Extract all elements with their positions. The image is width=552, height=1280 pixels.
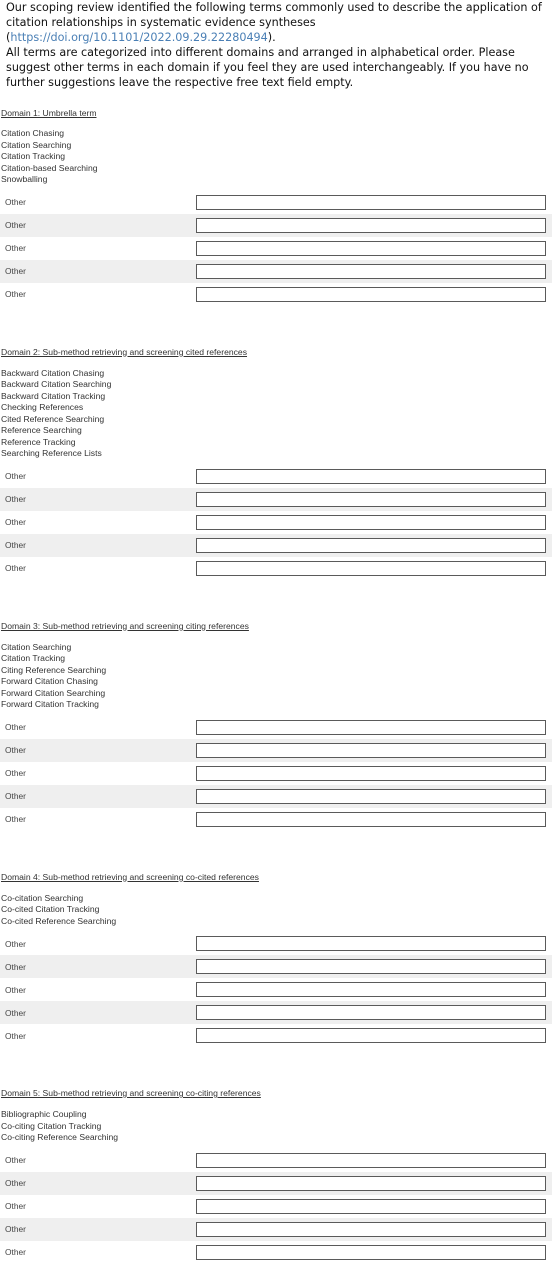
other-row	[0, 716, 552, 739]
other-text-input[interactable]	[196, 766, 546, 781]
term-item: Co-cited Citation Tracking	[1, 904, 100, 914]
term-item: Backward Citation Tracking	[1, 390, 106, 401]
other-text-input[interactable]	[196, 538, 546, 553]
other-row	[0, 465, 552, 488]
doi-link-close: ).	[267, 31, 276, 44]
other-row	[0, 1241, 552, 1264]
other-row	[0, 260, 552, 283]
domain-title: Domain 2: Sub-method retrieving and screening cited references	[1, 346, 248, 357]
doi-link[interactable]: https://doi.org/10.1101/2022.09.29.22280494	[10, 31, 268, 44]
other-label: Other	[5, 1030, 26, 1041]
other-label: Other	[5, 494, 26, 504]
other-label: Other	[5, 517, 26, 527]
term-item: Backward Citation Chasing	[1, 367, 105, 378]
other-label: Other	[5, 745, 26, 755]
other-text-input[interactable]	[196, 812, 546, 827]
other-row	[0, 283, 552, 306]
domain-3	[0, 620, 552, 831]
term-item: Reference Searching	[1, 425, 82, 435]
other-label: Other	[5, 1178, 26, 1188]
term-list	[0, 1109, 552, 1144]
other-label: Other	[5, 768, 26, 778]
other-text-input[interactable]	[196, 1028, 546, 1043]
other-label: Other	[5, 197, 26, 207]
term-item: Reference Tracking	[1, 436, 76, 447]
domain-title: Domain 1: Umbrella term	[1, 108, 97, 118]
other-label: Other	[5, 471, 26, 481]
other-label: Other	[5, 266, 26, 276]
other-label: Other	[5, 1201, 26, 1211]
other-label: Other	[5, 722, 26, 732]
term-item: Backward Citation Searching	[1, 379, 112, 389]
term-item: Citation Searching	[1, 139, 72, 150]
other-text-input[interactable]	[196, 1153, 546, 1168]
term-list	[0, 893, 552, 928]
other-row	[0, 1149, 552, 1172]
other-text-input[interactable]	[196, 789, 546, 804]
other-text-input[interactable]	[196, 743, 546, 758]
other-row	[0, 1024, 552, 1047]
other-row	[0, 808, 552, 831]
term-item: Forward Citation Searching	[1, 687, 106, 698]
other-text-input[interactable]	[196, 1005, 546, 1020]
other-label: Other	[5, 814, 26, 824]
domains-container	[0, 107, 552, 1264]
other-text-input[interactable]	[196, 1222, 546, 1237]
other-row	[0, 785, 552, 808]
term-item: Cited Reference Searching	[1, 413, 105, 424]
term-item: Snowballing	[1, 174, 48, 184]
other-text-input[interactable]	[196, 264, 546, 279]
domain-4	[0, 871, 552, 1048]
intro-line-1: Our scoping review identified the following terms commonly used to describe the application of citation relationships in systematic evidence syntheses	[6, 1, 542, 29]
term-item: Citation Tracking	[1, 653, 66, 663]
intro-paragraph-1	[6, 0, 548, 45]
other-row	[0, 511, 552, 534]
term-item: Co-citing Citation Tracking	[1, 1120, 102, 1131]
other-label: Other	[5, 540, 26, 550]
intro-paragraph-2: All terms are categorized into different domains and arranged in alphabetical order. Please suggest other terms in each domain if you feel they are used interchangeably. If you have no further suggestions leave the respective free text field empty.	[6, 46, 529, 89]
term-item: Co-cited Reference Searching	[1, 915, 117, 926]
term-item: Forward Citation Chasing	[1, 676, 98, 686]
other-row	[0, 488, 552, 511]
other-text-input[interactable]	[196, 936, 546, 951]
other-row	[0, 1218, 552, 1241]
other-row	[0, 1172, 552, 1195]
other-text-input[interactable]	[196, 241, 546, 256]
other-label: Other	[5, 243, 26, 253]
term-item: Citation-based Searching	[1, 162, 98, 173]
other-text-input[interactable]	[196, 469, 546, 484]
other-text-input[interactable]	[196, 959, 546, 974]
other-text-input[interactable]	[196, 218, 546, 233]
term-item: Citation Tracking	[1, 151, 66, 161]
other-label: Other	[5, 563, 26, 573]
term-list	[0, 128, 552, 186]
term-item: Bibliographic Coupling	[1, 1109, 87, 1119]
other-text-input[interactable]	[196, 195, 546, 210]
other-text-input[interactable]	[196, 561, 546, 576]
term-list	[0, 368, 552, 460]
term-item: Searching Reference Lists	[1, 448, 102, 458]
term-item: Citation Chasing	[1, 128, 65, 138]
other-label: Other	[5, 984, 26, 995]
other-text-input[interactable]	[196, 1245, 546, 1260]
term-item: Citing Reference Searching	[1, 664, 107, 675]
other-text-input[interactable]	[196, 515, 546, 530]
intro-text	[0, 0, 552, 90]
term-item: Citation Searching	[1, 641, 72, 652]
other-label: Other	[5, 1247, 26, 1257]
other-row	[0, 978, 552, 1001]
term-item: Co-citation Searching	[1, 892, 84, 903]
other-text-input[interactable]	[196, 982, 546, 997]
domain-title: Domain 3: Sub-method retrieving and screening citing references	[1, 620, 249, 631]
other-row	[0, 762, 552, 785]
other-row	[0, 739, 552, 762]
other-label: Other	[5, 1007, 26, 1018]
other-label: Other	[5, 961, 26, 972]
term-item: Forward Citation Tracking	[1, 699, 99, 709]
other-text-input[interactable]	[196, 287, 546, 302]
domain-1	[0, 107, 552, 306]
other-row	[0, 534, 552, 557]
other-row	[0, 214, 552, 237]
other-row	[0, 191, 552, 214]
other-row	[0, 955, 552, 978]
other-row	[0, 1001, 552, 1024]
term-item: Checking References	[1, 402, 84, 412]
other-text-input[interactable]	[196, 492, 546, 507]
other-label: Other	[5, 938, 26, 949]
domain-title: Domain 4: Sub-method retrieving and screening co-cited references	[1, 871, 259, 882]
other-label: Other	[5, 791, 26, 801]
other-row	[0, 557, 552, 580]
domain-5	[0, 1087, 552, 1264]
other-row	[0, 932, 552, 955]
other-text-input[interactable]	[196, 1199, 546, 1214]
other-label: Other	[5, 220, 26, 230]
term-item: Co-citing Reference Searching	[1, 1132, 119, 1142]
other-text-input[interactable]	[196, 1176, 546, 1191]
domain-2	[0, 346, 552, 580]
other-label: Other	[5, 1224, 26, 1234]
other-row	[0, 1195, 552, 1218]
other-text-input[interactable]	[196, 720, 546, 735]
other-row	[0, 237, 552, 260]
domain-title: Domain 5: Sub-method retrieving and screening co-citing references	[1, 1088, 261, 1098]
doi-link-open: (	[6, 31, 11, 44]
other-label: Other	[5, 289, 26, 299]
term-list	[0, 642, 552, 711]
other-label: Other	[5, 1155, 26, 1165]
